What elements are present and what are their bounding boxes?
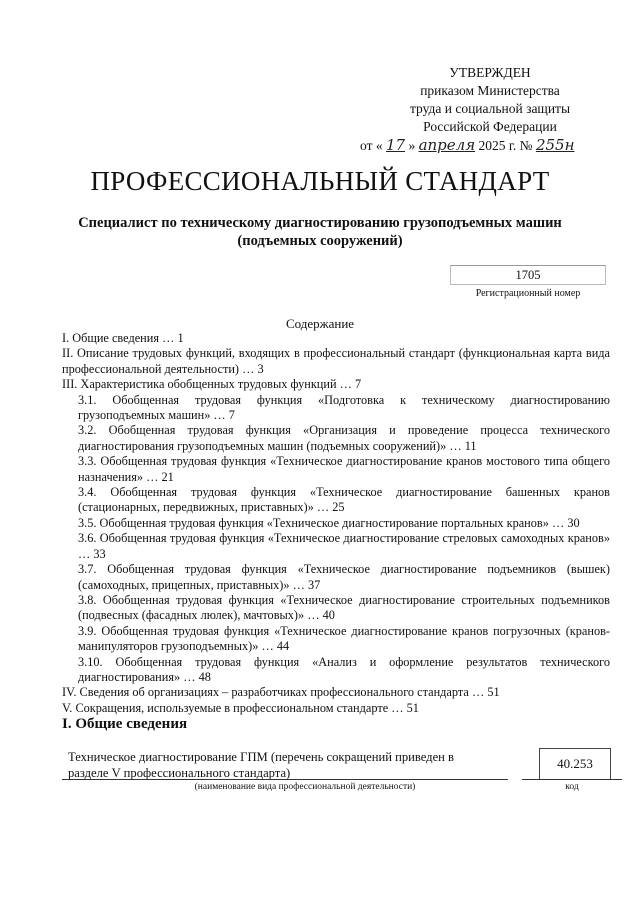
toc-item-page: 25 — [332, 500, 345, 515]
toc-item-text: 3.2. Обобщенная трудовая функция «Организация и проведение процесса технического диагностирования грузоподъемных машин (подъемных сооружений)» — [78, 423, 610, 453]
toc-item — [62, 331, 610, 346]
date-prefix: от « — [360, 138, 383, 153]
toc-leader-dots: … — [213, 408, 226, 423]
toc-item — [62, 531, 610, 562]
toc-item — [62, 701, 610, 716]
activity-name — [62, 750, 508, 781]
toc-leader-dots: … — [449, 438, 462, 453]
activity-name-line1: Техническое диагностирование ГПМ (перечень сокращений приведен в — [68, 750, 454, 764]
toc-leader-dots: … — [316, 500, 330, 515]
toc-leader-dots: … — [339, 377, 352, 392]
toc-title: Содержание — [285, 316, 355, 331]
toc-item — [62, 624, 610, 655]
toc-item — [62, 562, 610, 593]
toc-item — [62, 485, 610, 516]
toc-item-text: IV. Сведения об организациях – разработчиках профессионального стандарта — [62, 685, 469, 700]
toc-item — [62, 516, 610, 531]
code-caption: код — [565, 782, 579, 792]
activity-name-line2: разделе V профессионального стандарта) — [68, 765, 291, 780]
toc-item-text: III. Характеристика обобщенных трудовых функций — [62, 377, 337, 392]
registration-number-box: 1705 — [450, 265, 606, 285]
standard-name-line1: Специалист по техническому диагностированию грузоподъемных машин — [78, 215, 562, 231]
toc-item — [62, 393, 610, 424]
date-mid: » — [408, 138, 416, 153]
toc-item-page: 7 — [355, 377, 362, 392]
toc-item-text: V. Сокращения, используемые в профессиональном стандарте — [62, 700, 389, 715]
toc-item-page: 51 — [406, 700, 419, 715]
toc-leader-dots: … — [307, 608, 320, 623]
document-title: ПРОФЕССИОНАЛЬНЫЙ СТАНДАРТ — [90, 166, 550, 196]
toc-item-text: 3.8. Обобщенная трудовая функция «Техническое диагностирование строительных подъемников (подвесных (фасадных люлек), мачтовых)» — [78, 592, 610, 623]
toc-item — [62, 685, 610, 700]
handwritten-day: 17 — [385, 136, 406, 154]
toc-item-page: 11 — [464, 438, 477, 453]
approval-country-line: Российской Федерации — [423, 119, 557, 134]
toc-item-page: 21 — [161, 469, 174, 484]
toc-item-page: 40 — [322, 608, 335, 623]
toc-item-text: 3.5. Обобщенная трудовая функция «Техническое диагностирование портальных кранов» — [78, 515, 549, 530]
toc-item-page: 7 — [228, 408, 235, 423]
approval-heading: УТВЕРЖДЕН — [449, 65, 531, 80]
toc-item — [62, 377, 610, 392]
toc-leader-dots: … — [162, 331, 175, 345]
toc-leader-dots: … — [78, 546, 91, 561]
toc-item-text: 3.1. Обобщенная трудовая функция «Подготовка к техническому диагностированию грузоподъемных машин» — [78, 392, 610, 423]
table-of-contents — [62, 331, 610, 716]
toc-leader-dots: … — [292, 577, 305, 592]
toc-item-page: 48 — [198, 669, 211, 684]
approval-block — [360, 64, 620, 155]
activity-underline — [62, 779, 508, 780]
handwritten-month: апреля — [418, 136, 476, 154]
toc-item-page: 1 — [177, 331, 184, 345]
toc-item-page: 30 — [567, 515, 580, 530]
toc-item-text: I. Общие сведения — [62, 331, 159, 345]
registration-number-label: Регистрационный номер — [475, 288, 581, 299]
standard-name — [60, 214, 580, 250]
toc-leader-dots: … — [146, 469, 159, 484]
toc-item-text: 3.6. Обобщенная трудовая функция «Техническое диагностирование стреловых самоходных кранов» — [78, 531, 610, 546]
toc-item-text: 3.3. Обобщенная трудовая функция «Техническое диагностирование кранов мостового типа общего назначения» — [78, 454, 610, 484]
toc-item — [62, 423, 610, 454]
toc-item-page: 3 — [257, 361, 264, 376]
toc-item — [62, 655, 610, 686]
section-heading: I. Общие сведения — [62, 716, 188, 732]
toc-leader-dots: … — [551, 515, 565, 530]
toc-leader-dots: … — [242, 361, 255, 376]
approval-date-line — [360, 136, 620, 155]
toc-item-page: 51 — [487, 685, 500, 700]
toc-item — [62, 593, 610, 624]
toc-item — [62, 454, 610, 485]
toc-leader-dots: … — [183, 669, 196, 684]
toc-item-page: 33 — [93, 546, 106, 561]
approval-order-line: приказом Министерства — [420, 83, 560, 98]
toc-item-page: 37 — [307, 577, 321, 592]
toc-item — [62, 346, 610, 377]
activity-code-box: 40.253 — [539, 748, 611, 780]
toc-item-text: 3.7. Обобщенная трудовая функция «Техническое диагностирование подъемников (вышек) (самоходных, прицепных, приставных)» — [78, 562, 610, 592]
code-underline — [522, 779, 622, 780]
activity-caption: (наименование вида профессиональной деятельности) — [194, 782, 416, 792]
toc-leader-dots: … — [261, 639, 274, 654]
toc-item-text: 3.9. Обобщенная трудовая функция «Техническое диагностирование кранов погрузочных (кранов-манипуляторов грузоподъемных)» — [78, 623, 610, 654]
approval-ministry-line: труда и социальной защиты — [409, 101, 571, 116]
toc-leader-dots: … — [391, 700, 404, 715]
handwritten-order-number: 255н — [535, 136, 575, 154]
toc-leader-dots: … — [471, 685, 485, 700]
toc-item-text: II. Описание трудовых функций, входящих в профессиональный стандарт (функциональная карта вида профессиональной деятельности) — [62, 346, 610, 376]
toc-item-text: 3.4. Обобщенная трудовая функция «Техническое диагностирование башенных кранов (стационарных, передвижных, приставных)» — [78, 485, 610, 515]
date-year: 2025 г. № — [478, 138, 533, 153]
toc-item-page: 44 — [276, 639, 290, 654]
toc-item-text: 3.10. Обобщенная трудовая функция «Анализ и оформление результатов технического диагностирования» — [78, 654, 610, 684]
standard-name-line2: (подъемных сооружений) — [237, 233, 403, 249]
